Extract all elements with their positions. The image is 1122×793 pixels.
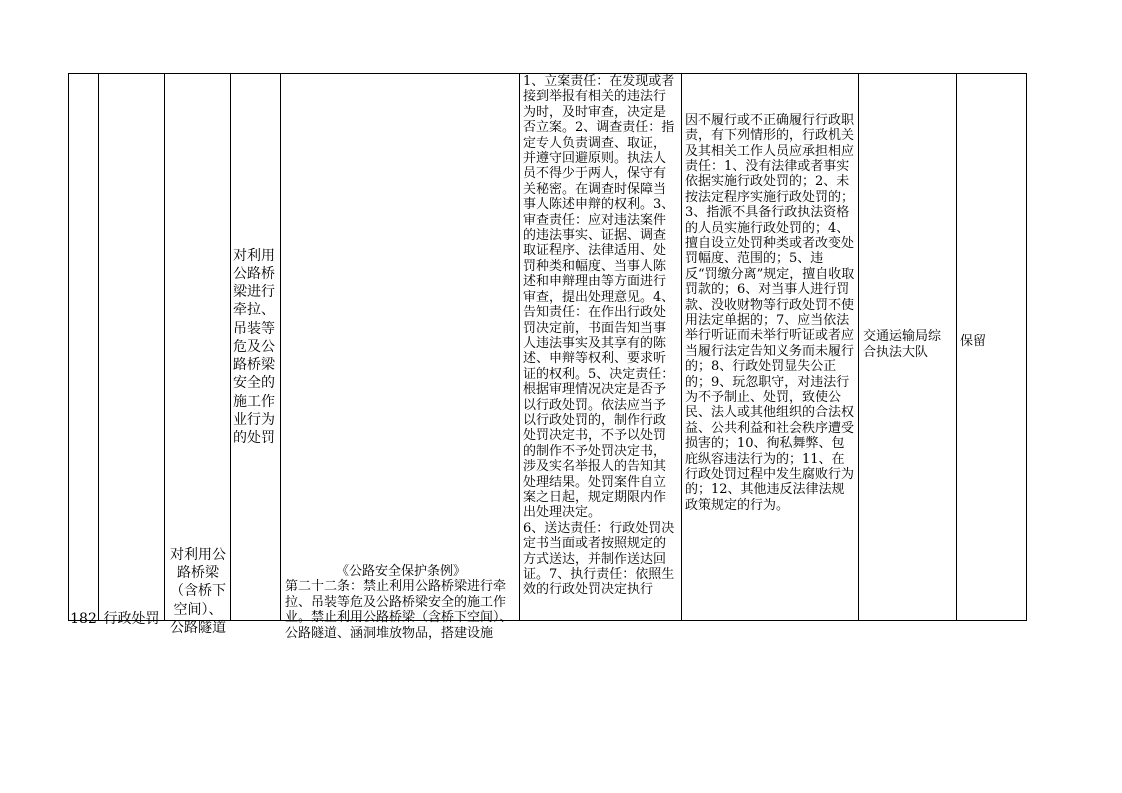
legal-basis-text: 第二十二条：禁止利用公路桥梁进行牵拉、吊装等危及公路桥梁安全的施工作业。禁止利用公路桥梁（含桥下空间）、公路隧道、涵洞堆放物品，搭建设施 xyxy=(285,579,513,641)
accountability-cell xyxy=(682,74,858,620)
sub-item-cell xyxy=(231,74,280,620)
sub-item-name: 对利用公路桥梁进行牵拉、吊装等危及公路桥梁安全的施工作业行为的处罚 xyxy=(233,247,275,446)
row-type-cell xyxy=(99,74,164,627)
row-type: 行政处罚 xyxy=(103,611,160,627)
responsibility-text: 1、立案责任：在发现或者接到举报有相关的违法行为时，及时审查，决定是否立案。2、调查责任：指定专人负责调查、取证，并遵守回避原则。执法人员不得少于两人，保守有关秘密。在调查时保障当事人陈述申辩的权利。3、审查责任：应对违法案件的违法事实、证据、调查取证程序、法律适用、处罚种类和幅度、当事人陈述和申辩理由等方面进行审查，提出处理意见。4、告知责任：在作出行政处罚决定前，书面告知当事人违法事实及其享有的陈述、申辩等权利、要求听证的权利。5、决定责任：根据审理情况决定是否予以行政处罚。依法应当予以行政处罚的，制作行政处罚决定书，不予以处罚的制作不予处罚决定书，涉及实名举报人的告知其处理结果。处罚案件自立案之日起，规定期限内作出处理决定。 6、送达责任：行政处罚决定书当面或者按照规定的方式送达，并制作送达回证。7、执行责任：依照生效的行政处罚决定执行 xyxy=(523,74,675,598)
col-border-10 xyxy=(1026,73,1027,621)
item-name-cell xyxy=(165,74,230,636)
row-index-cell xyxy=(69,74,98,627)
accountability-text: 因不履行或不正确履行行政职责，有下列情形的，行政机关及其相关工作人员应承担相应责任：1、没有法律或者事实依据实施行政处罚的；2、未按法定程序实施行政处罚的；3、指派不具备行政执法资格的人员实施行政处罚的；4、擅自设立处罚种类或者改变处罚幅度、范围的；5、违反“罚缴分离”规定，擅自收取罚款的；6、对当事人进行罚款、没收财物等行政处罚不使用法定单据的；7、应当依法举行听证而未举行听证或者应当履行法定告知义务而未履行的；8、行政处罚显失公正的；9、玩忽职守，对违法行为不予制止、处罚，致使公民、法人或其他组织的合法权益、公共利益和社会秩序遭受损害的；10、徇私舞弊、包庇纵容违法行为的；11、在行政处罚过程中发生腐败行为的；12、其他违反法律法规政策规定的行为。 xyxy=(685,112,855,513)
item-name: 对利用公路桥梁（含桥下空间）、公路隧道 xyxy=(170,547,226,636)
remark-text: 保留 xyxy=(960,333,987,349)
legal-basis-cell xyxy=(281,74,519,641)
department-name: 交通运输局综合执法大队 xyxy=(863,329,942,360)
row-index: 182 xyxy=(70,611,97,627)
legal-basis-title: 《公路安全保护条例》 xyxy=(335,564,466,579)
department-cell xyxy=(859,74,956,620)
remark-cell xyxy=(957,74,1026,620)
responsibility-cell xyxy=(520,74,681,620)
